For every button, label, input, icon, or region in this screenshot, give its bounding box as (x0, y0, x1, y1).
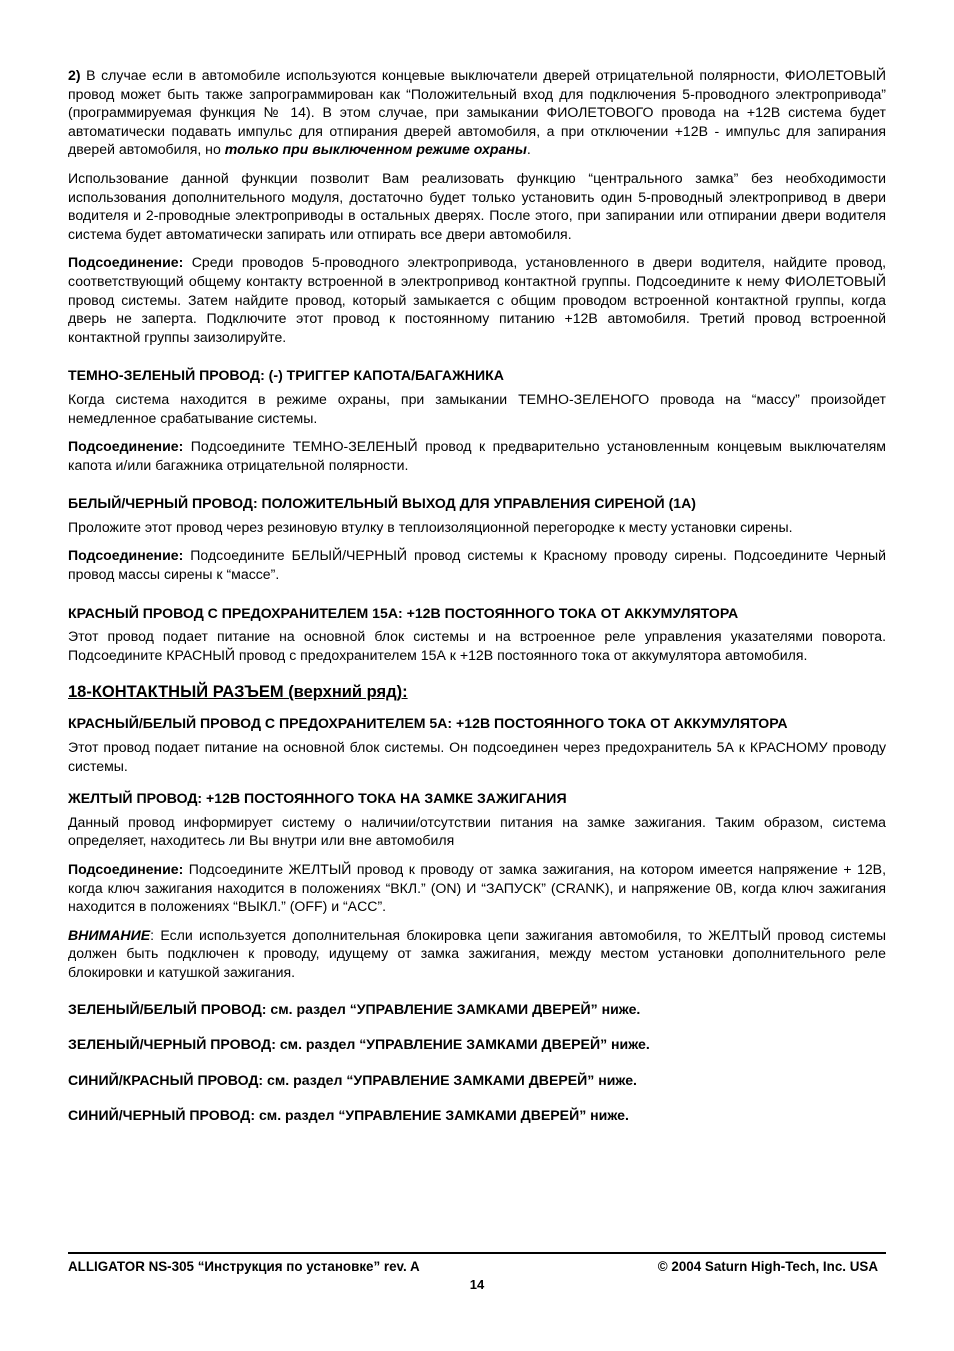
reference-blue-red-wire: СИНИЙ/КРАСНЫЙ ПРОВОД: см. раздел “УПРАВЛЕНИЕ ЗАМКАМИ ДВЕРЕЙ” ниже. (68, 1071, 637, 1088)
paragraph-dark-green-desc: Когда система находится в режиме охраны, при замыкании ТЕМНО-ЗЕЛЕНОГО провода на “массу” произойдет немедленное срабатывание системы. (68, 390, 886, 426)
item-number: 2) (68, 67, 81, 83)
paragraph-central-lock: Использование данной функции позволит Вам реализовать функцию “центрального замка” без необходимости использования дополнительного модуля, достаточно будет только установить один 5-проводный электропривод в двери водителя и 2-проводные электроприводы в остальных дверях. После этого, при запирании или отпирании двери водителя система будет автоматически запирать или отпирать все двери автомобиля. (68, 169, 886, 242)
connection-label: Подсоединение: (68, 547, 184, 564)
heading-red-white-wire-5a: КРАСНЫЙ/БЕЛЫЙ ПРОВОД С ПРЕДОХРАНИТЕЛЕМ 5А: +12В ПОСТОЯННОГО ТОКА ОТ АККУМУЛЯТОРА (68, 715, 788, 732)
heading-18-pin-connector: 18-КОНТАКТНЫЙ РАЗЪЕМ (верхний ряд): (68, 683, 408, 702)
heading-dark-green-wire: ТЕМНО-ЗЕЛЕНЫЙ ПРОВОД: (-) ТРИГГЕР КАПОТА/БАГАЖНИКА (68, 367, 504, 384)
paragraph-white-black-desc: Проложите этот провод через резиновую втулку в теплоизоляционной перегородке к месту установки сирены. (68, 518, 793, 535)
connection-text: Среди проводов 5-проводного электропривода, установленного в двери водителя, найдите провод, соответствующий общему контакту встроенной в электропривод контактной группы. Подсоедините к нему ФИОЛЕТОВЫЙ провод системы. Затем найдите провод, который замыкается с общим проводом встроенной контактной группы, когда дверь не заперта. Подключите этот провод к постоянному питанию +12В автомобиля. Третий провод встроенной контактной группы заизолируйте. (68, 254, 886, 345)
footer-divider (68, 1252, 886, 1254)
footer-manual-title: ALLIGATOR NS-305 “Инструкция по установке” rev. A (68, 1259, 420, 1274)
emphasis-text: только при выключенном режиме охраны (224, 141, 527, 158)
paragraph-white-black-connection (68, 546, 886, 583)
reference-blue-black-wire: СИНИЙ/ЧЕРНЫЙ ПРОВОД: см. раздел “УПРАВЛЕНИЕ ЗАМКАМИ ДВЕРЕЙ” ниже. (68, 1107, 629, 1124)
connection-text: Подсоедините БЕЛЫЙ/ЧЕРНЫЙ провод системы к Красному проводу сирены. Подсоедините Черный провод массы сирены к “массе”. (68, 547, 886, 583)
page-content (68, 66, 886, 1142)
connection-label: Подсоединение: (68, 861, 184, 877)
paragraph-dark-green-connection (68, 437, 886, 474)
warning-label: ВНИМАНИЕ (68, 926, 151, 943)
warning-text: : Если используется дополнительная блокировка цепи зажигания автомобиля, то ЖЕЛТЫЙ провод системы должен быть подключен к проводу, идущему от замка зажигания, между местом установки дополнительного реле блокировки и катушкой зажигания. (68, 926, 886, 980)
paragraph-text: В случае если в автомобиле используются концевые выключатели дверей отрицательной полярности, ФИОЛЕТОВЫЙ провод может быть также запрограммирован как “Положительный вход для подключения 5-проводного электропривода” (программируемая функция № 14). В этом случае, при замыкании ФИОЛЕТОВОГО провода на +12В система будет автоматически подавать импульс для отпирания дверей автомобиля, а при отключении +12В - импульс для запирания дверей автомобиля, но (68, 67, 886, 158)
page-number: 14 (469, 1277, 485, 1292)
connection-label: Подсоединение: (68, 438, 184, 455)
paragraph-warning (68, 926, 886, 982)
connection-label: Подсоединение: (68, 254, 184, 271)
paragraph-purple-wire-mode (68, 66, 886, 159)
heading-yellow-wire: ЖЕЛТЫЙ ПРОВОД: +12В ПОСТОЯННОГО ТОКА НА ЗАМКЕ ЗАЖИГАНИЯ (68, 790, 567, 807)
connection-text: Подсоедините ЖЕЛТЫЙ провод к проводу от замка зажигания, на котором имеется напряжение + 12В, когда ключ зажигания находится в положениях “ВКЛ.” (ON) И “ЗАПУСК” (CRANK), и напряжение 0В, когда ключ зажигания находится в положениях “ВЫКЛ.” (OFF) и “ACC”. (68, 861, 886, 915)
paragraph-yellow-desc: Данный провод информирует систему о наличии/отсутствии питания на замке зажигания. Таким образом, система определяет, находитесь ли Вы внутри или вне автомобиля (68, 813, 886, 849)
paragraph-red-wire-desc: Этот провод подает питание на основной блок системы и на встроенное реле управления указателями поворота. Подсоедините КРАСНЫЙ провод с предохранителем 15А к +12В постоянного тока от аккумулятора автомобиля. (68, 628, 886, 663)
paragraph-end: . (526, 141, 531, 158)
paragraph-yellow-connection (68, 860, 886, 916)
footer-copyright: © 2004 Saturn High-Tech, Inc. USA (657, 1259, 878, 1274)
connection-text: Подсоедините ТЕМНО-ЗЕЛЕНЫЙ провод к предварительно установленным концевым выключателям капота и/или багажника отрицательной полярности. (68, 438, 886, 473)
paragraph-red-white-desc: Этот провод подает питание на основной блок системы. Он подсоединен через предохранитель 5А к КРАСНОМУ проводу системы. (68, 739, 886, 774)
reference-green-black-wire: ЗЕЛЕНЫЙ/ЧЕРНЫЙ ПРОВОД: см. раздел “УПРАВЛЕНИЕ ЗАМКАМИ ДВЕРЕЙ” ниже. (68, 1036, 650, 1053)
heading-white-black-wire: БЕЛЫЙ/ЧЕРНЫЙ ПРОВОД: ПОЛОЖИТЕЛЬНЫЙ ВЫХОД ДЛЯ УПРАВЛЕНИЯ СИРЕНОЙ (1А) (68, 495, 696, 512)
heading-red-wire-15a: КРАСНЫЙ ПРОВОД С ПРЕДОХРАНИТЕЛЕМ 15А: +12В ПОСТОЯННОГО ТОКА ОТ АККУМУЛЯТОРА (68, 604, 739, 621)
reference-green-white-wire: ЗЕЛЕНЫЙ/БЕЛЫЙ ПРОВОД: см. раздел “УПРАВЛЕНИЕ ЗАМКАМИ ДВЕРЕЙ” ниже. (68, 1000, 641, 1017)
paragraph-connection-purple (68, 253, 886, 346)
